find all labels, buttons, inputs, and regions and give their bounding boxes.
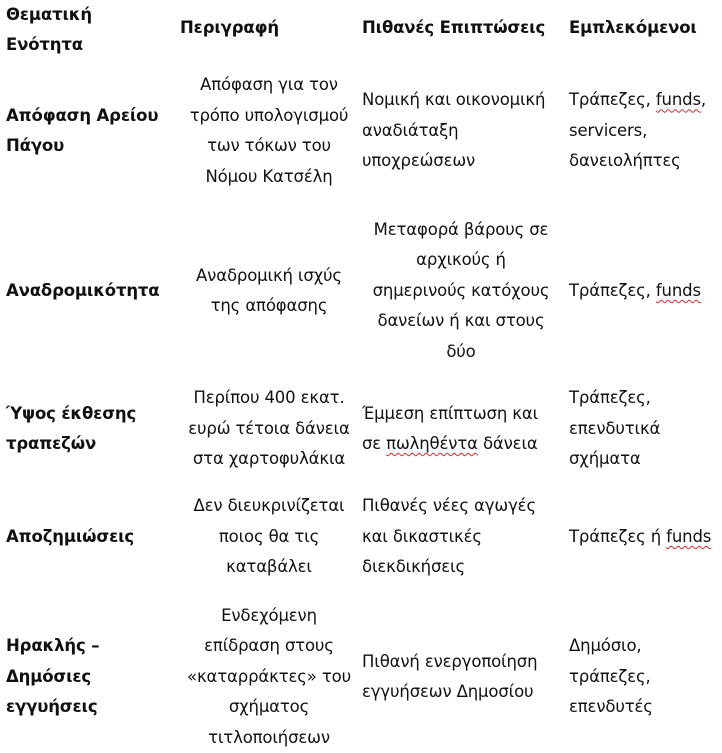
row-impacts: Έμμεση επίπτωση και σε πωληθέντα δάνεια	[362, 403, 538, 453]
row-description: Αναδρομική ισχύς της απόφασης	[196, 265, 342, 315]
row-involved: Τράπεζες ή funds	[569, 526, 712, 546]
spellcheck-word: funds	[655, 280, 701, 300]
header-description: Περιγραφή	[180, 18, 279, 37]
table-row	[0, 601, 722, 753]
row-topic: Ηρακλής – Δημόσιες εγγυήσεις	[6, 636, 100, 717]
row-topic: Αποζημιώσεις	[6, 526, 135, 546]
row-impacts: Νομική και οικονομική αναδιάταξη υποχρεώσεων	[362, 90, 546, 171]
row-description: Περίπου 400 εκατ. ευρώ τέτοια δάνεια στα χαρτοφυλάκια	[188, 388, 350, 469]
row-description: Απόφαση για τον τρόπο υπολογισμού των τόκων του Νόμου Κατσέλη	[189, 75, 349, 186]
row-impacts: Μεταφορά βάρους σε αρχικούς ή σημερινούς κατόχους δανείων ή και στους δύο	[372, 219, 550, 361]
table-row	[0, 383, 722, 475]
row-involved: Τράπεζες, funds, servicers, δανειολήπτες	[569, 90, 707, 171]
spellcheck-word: funds	[655, 90, 701, 110]
row-topic: Ύψος έκθεσης τραπεζών	[6, 403, 137, 453]
row-impacts: Πιθανή ενεργοποίηση εγγυήσεων Δημοσίου	[362, 651, 538, 701]
row-involved: Τράπεζες, funds	[569, 280, 701, 300]
table-header-row	[0, 0, 722, 62]
table-row	[0, 207, 722, 375]
row-involved: Τράπεζες, επενδυτικά σχήματα	[569, 388, 661, 469]
row-description: Δεν διευκρινίζεται ποιος θα τις καταβάλει	[193, 496, 345, 577]
row-involved: Δημόσιο, τράπεζες, επενδυτές	[569, 636, 653, 717]
row-topic: Απόφαση Αρείου Πάγου	[6, 105, 159, 155]
table-row	[0, 62, 722, 200]
spellcheck-word: funds	[666, 526, 712, 546]
spellcheck-word: πωληθέντα	[386, 434, 478, 453]
header-involved: Εμπλεκόμενοι	[569, 18, 697, 37]
header-topic: Θεματική Ενότητα	[6, 5, 92, 54]
table-row	[0, 491, 722, 583]
row-impacts: Πιθανές νέες αγωγές και δικαστικές διεκδικήσεις	[362, 496, 536, 577]
row-description: Ενδεχόμενη επίδραση στους «καταρράκτες» του σχήματος τιτλοποιήσεων	[187, 605, 351, 747]
row-topic: Αναδρομικότητα	[6, 280, 160, 300]
header-impacts: Πιθανές Επιπτώσεις	[362, 18, 546, 37]
